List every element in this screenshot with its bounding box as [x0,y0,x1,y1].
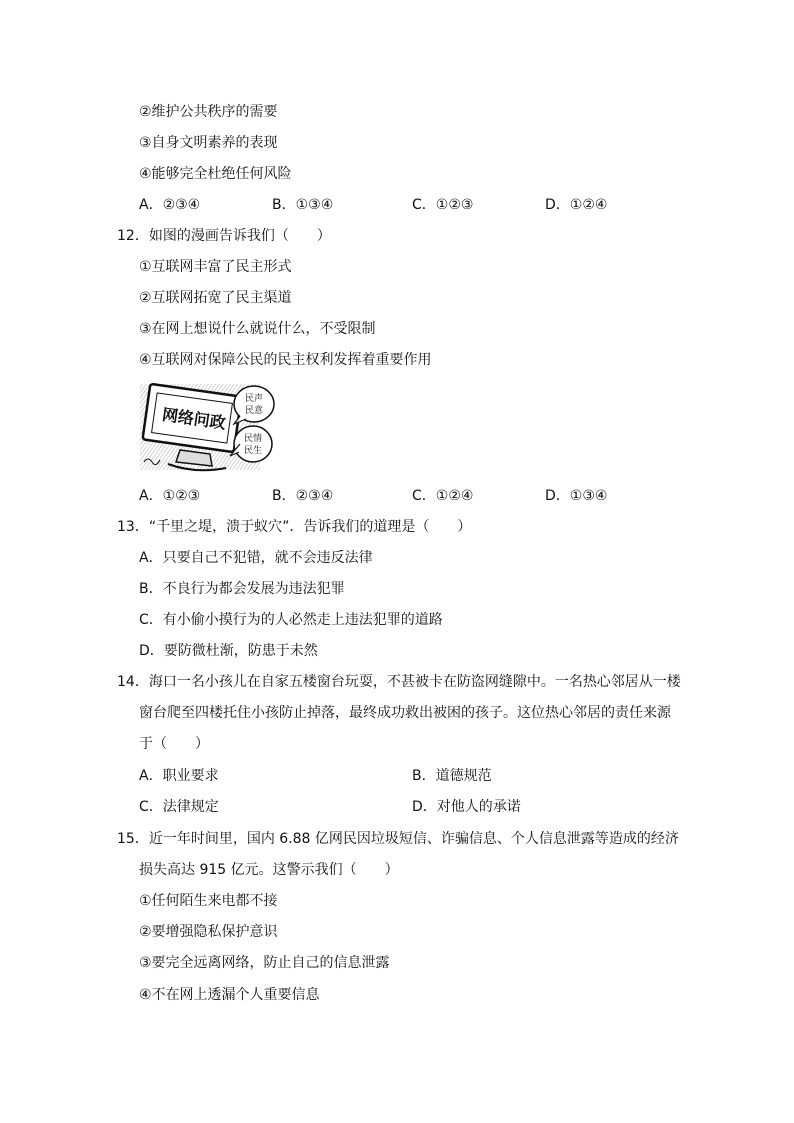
q13-stem: 13．“千里之堤，溃于蚁穴”．告诉我们的道理是（ ） [117,519,472,535]
q12-option-b: B．②③④ [272,488,334,504]
q12-option-d: D．①③④ [545,488,608,504]
q12-option-c: C．①②④ [412,488,474,504]
q15-item-1: ①任何陌生来电都不接 [139,893,278,909]
cartoon-bubble2-line1: 民情 [243,434,263,444]
q13-option-a: A．只要自己不犯错，就不会违反法律 [139,550,373,566]
q11-item-2: ②维护公共秩序的需要 [139,104,278,120]
cartoon-bubble1-line1: 民声 [244,394,264,404]
cartoon-image [140,382,280,474]
q14-stem-line2: 窗台爬至四楼托住小孩防止掉落，最终成功救出被困的孩子。这位热心邻居的责任来源 [139,705,671,721]
q14-option-d: D．对他人的承诺 [412,799,521,815]
q11-item-4: ④能够完全杜绝任何风险 [139,166,292,182]
q15-item-4: ④不在网上透漏个人重要信息 [139,987,320,1003]
q14-option-b: B．道德规范 [412,768,492,784]
q13-option-c: C．有小偷小摸行为的人必然走上违法犯罪的道路 [139,612,443,628]
q12-item-3: ③在网上想说什么就说什么，不受限制 [139,321,376,337]
q12-option-a: A．①②③ [139,488,201,504]
q15-item-3: ③要完全远离网络，防止自己的信息泄露 [139,955,390,971]
q11-option-a: A．②③④ [139,197,201,213]
q14-option-c: C．法律规定 [139,799,219,815]
q11-option-b: B．①③④ [272,197,334,213]
cartoon-bubble1-line2: 民意 [244,406,264,416]
q12-item-4: ④互联网对保障公民的民主权利发挥着重要作用 [139,352,432,368]
q12-stem: 12．如图的漫画告诉我们（ ） [117,228,331,244]
q14-option-a: A．职业要求 [139,768,219,784]
q11-option-c: C．①②③ [412,197,474,213]
q15-stem-line1: 15．近一年时间里，国内 6.88 亿网民因垃圾短信、诈骗信息、个人信息泄露等造成的经济 [117,831,679,847]
q14-stem-line3: 于（ ） [139,736,209,752]
q15-stem-line2: 损失高达 915 亿元。这警示我们（ ） [139,862,399,878]
cartoon-screen-text: 网络问政 [160,404,227,433]
q12-item-1: ①互联网丰富了民主形式 [139,259,292,275]
cartoon-bubble2-line2: 民生 [243,446,263,456]
q15-item-2: ②要增强隐私保护意识 [139,924,278,940]
q12-item-2: ②互联网拓宽了民主渠道 [139,290,292,306]
q13-option-d: D．要防微杜渐，防患于未然 [139,643,318,659]
q14-stem-line1: 14．海口一名小孩儿在自家五楼窗台玩耍，不甚被卡在防盗网缝隙中。一名热心邻居从一楼 [117,674,681,690]
q11-item-3: ③自身文明素养的表现 [139,135,278,151]
q13-option-b: B．不良行为都会发展为违法犯罪 [139,581,345,597]
q11-option-d: D．①②④ [545,197,608,213]
